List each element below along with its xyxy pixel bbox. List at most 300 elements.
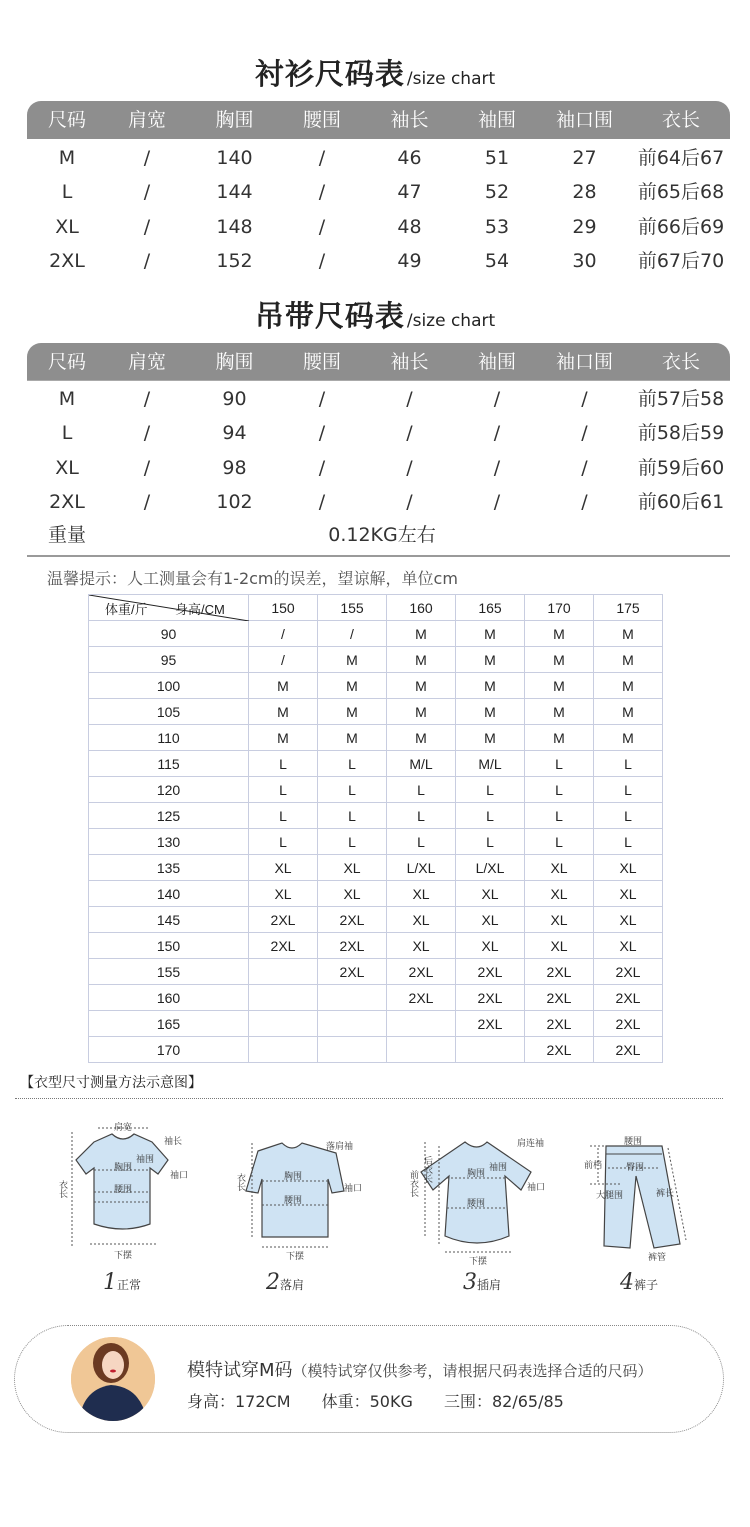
size-value: / [318, 181, 326, 204]
size-cell: L [387, 777, 456, 803]
label-leg-opening: 裤管 [648, 1253, 667, 1263]
weight-cell: 140 [89, 881, 249, 907]
size-cell: 2XL [318, 933, 387, 959]
label-length: 衣长 [235, 1173, 245, 1191]
size-value: / [406, 456, 413, 479]
size-label: M [58, 388, 76, 410]
label-back-length: 后衣长 [422, 1156, 432, 1183]
size-cell: L [456, 829, 525, 855]
size-value: 28 [572, 181, 597, 204]
model-measurements: 三围：82/65/85 [443, 1392, 564, 1411]
size-cell: M [594, 725, 663, 751]
size-value: 98 [222, 456, 247, 479]
grid-row [89, 907, 663, 933]
size-cell: L [594, 829, 663, 855]
col-header: 尺码 [47, 109, 86, 131]
size-value: 144 [216, 181, 253, 204]
size-value: / [493, 422, 501, 445]
shirt-chart-title: 衬衫尺码表 [254, 57, 405, 91]
label-front-length: 前衣长 [408, 1170, 418, 1197]
size-value: 前58后59 [637, 422, 725, 445]
size-cell: L [249, 777, 318, 803]
size-cell: 2XL [594, 1011, 663, 1037]
grid-row [89, 621, 663, 647]
size-cell: XL [318, 881, 387, 907]
height-header: 160 [387, 595, 456, 621]
label-cuff: 袖口 [527, 1183, 546, 1193]
weight-cell: 115 [89, 751, 249, 777]
figure-number: 3 [463, 1270, 477, 1295]
model-photo-icon [71, 1337, 155, 1421]
label-chest: 胸围 [467, 1169, 486, 1179]
size-cell: XL [318, 855, 387, 881]
size-label: 2XL [49, 490, 85, 513]
grid-row [89, 803, 663, 829]
size-cell [387, 1011, 456, 1037]
size-cell: L [594, 803, 663, 829]
weight-cell: 125 [89, 803, 249, 829]
label-waist: 腰围 [624, 1137, 643, 1147]
label-hem: 下摆 [114, 1251, 133, 1261]
grid-row [89, 829, 663, 855]
size-value: / [143, 456, 151, 479]
size-cell [249, 1037, 318, 1063]
grid-row [89, 855, 663, 881]
size-cell: M [318, 673, 387, 699]
grid-row [89, 751, 663, 777]
size-cell: XL [525, 907, 594, 933]
grid-row [89, 959, 663, 985]
size-cell: / [318, 621, 387, 647]
col-header: 袖长 [390, 109, 429, 131]
height-header: 170 [525, 595, 594, 621]
size-cell: M [456, 673, 525, 699]
size-cell [318, 1011, 387, 1037]
model-headline-row [187, 1356, 653, 1382]
size-value: 152 [216, 249, 253, 272]
col-header: 腰围 [302, 351, 341, 373]
camisole-chart-title-block [0, 294, 750, 335]
grid-header-row [89, 595, 663, 621]
size-cell: XL [387, 933, 456, 959]
size-cell: 2XL [249, 933, 318, 959]
size-value: / [143, 215, 151, 238]
size-cell: XL [525, 855, 594, 881]
size-cell [387, 1037, 456, 1063]
weight-value: 0.12KG左右 [328, 524, 436, 546]
size-cell: M [387, 673, 456, 699]
size-cell: XL [456, 907, 525, 933]
weight-label: 重量 [47, 524, 86, 546]
size-cell [318, 1037, 387, 1063]
label-rise: 前档 [584, 1161, 603, 1171]
size-value: 48 [397, 215, 422, 238]
size-label: M [58, 147, 76, 169]
model-size-headline: 模特试穿M码 [187, 1360, 293, 1381]
figure-caption-normal [103, 1270, 141, 1295]
size-cell: M [594, 647, 663, 673]
size-cell: 2XL [525, 1011, 594, 1037]
size-value: / [318, 456, 326, 479]
size-cell: L [318, 751, 387, 777]
size-value: / [143, 422, 151, 445]
grid-row [89, 777, 663, 803]
size-cell: 2XL [249, 907, 318, 933]
size-cell: M [456, 725, 525, 751]
size-value: 27 [572, 147, 597, 169]
size-value: 140 [216, 147, 253, 169]
weight-cell: 155 [89, 959, 249, 985]
figure-caption-drop [266, 1270, 304, 1295]
size-cell: L [525, 829, 594, 855]
weight-cell: 135 [89, 855, 249, 881]
size-value: 前66后69 [637, 215, 725, 238]
measurement-tip: 温馨提示：人工测量会有1-2cm的误差，望谅解，单位cm [47, 569, 458, 588]
label-chest: 胸围 [284, 1172, 303, 1182]
grid-row [89, 647, 663, 673]
grid-row [89, 1011, 663, 1037]
size-recommendation-table [88, 594, 663, 1063]
size-value: / [318, 422, 326, 445]
figure-number: 1 [103, 1270, 117, 1295]
col-header: 腰围 [302, 109, 341, 131]
size-cell: L/XL [387, 855, 456, 881]
size-cell: XL [525, 881, 594, 907]
size-cell: M [387, 621, 456, 647]
figure-number: 2 [266, 1270, 280, 1295]
size-cell: / [249, 621, 318, 647]
size-label: XL [55, 215, 79, 238]
figure-pants [582, 1132, 702, 1267]
size-value: / [581, 422, 588, 445]
weight-cell: 165 [89, 1011, 249, 1037]
size-cell: 2XL [456, 959, 525, 985]
size-value: 90 [222, 388, 247, 410]
size-row [27, 244, 730, 278]
figure-number: 4 [620, 1270, 634, 1295]
size-value: / [493, 388, 501, 410]
size-cell: M [387, 647, 456, 673]
size-value: 49 [397, 249, 422, 272]
size-cell: L/XL [456, 855, 525, 881]
corner-weight-label: 体重/斤 [105, 602, 148, 617]
size-value: / [581, 388, 588, 410]
size-value: / [406, 490, 413, 513]
size-cell: L [387, 803, 456, 829]
label-thigh: 大腿围 [596, 1191, 624, 1201]
weight-cell: 160 [89, 985, 249, 1011]
size-value: / [318, 215, 326, 238]
height-header: 175 [594, 595, 663, 621]
size-cell: XL [387, 907, 456, 933]
size-cell: 2XL [318, 907, 387, 933]
height-header: 150 [249, 595, 318, 621]
size-cell: M [318, 725, 387, 751]
size-cell: M [525, 621, 594, 647]
model-height: 身高：172CM [187, 1392, 291, 1411]
size-cell: XL [456, 881, 525, 907]
size-cell: XL [249, 855, 318, 881]
size-cell: L [456, 803, 525, 829]
header-bottom-line [27, 380, 730, 381]
size-cell: L [525, 803, 594, 829]
height-header: 155 [318, 595, 387, 621]
size-cell: M [525, 699, 594, 725]
size-cell: / [249, 647, 318, 673]
size-value: 94 [222, 422, 247, 445]
size-cell: 2XL [387, 959, 456, 985]
size-value: 47 [397, 181, 422, 204]
size-cell: M [525, 673, 594, 699]
size-value: 前60后61 [637, 490, 725, 513]
size-label: 2XL [49, 249, 85, 272]
size-value: / [318, 147, 326, 169]
grid-row [89, 985, 663, 1011]
label-hem: 下摆 [286, 1252, 305, 1262]
size-value: / [406, 422, 413, 445]
size-cell: L [318, 803, 387, 829]
size-value: 前59后60 [637, 456, 725, 479]
weight-cell: 95 [89, 647, 249, 673]
size-cell [249, 985, 318, 1011]
size-value: / [143, 249, 151, 272]
size-value: 前57后58 [637, 388, 725, 410]
size-cell: XL [456, 933, 525, 959]
size-row [27, 382, 730, 416]
camisole-chart-title: 吊带尺码表 [254, 299, 405, 333]
label-shoulder: 肩宽 [114, 1123, 133, 1133]
figure-normal-shirt [50, 1120, 210, 1270]
size-cell: L [249, 829, 318, 855]
weight-cell: 130 [89, 829, 249, 855]
size-value: 54 [484, 249, 510, 272]
size-cell [249, 1011, 318, 1037]
weight-cell: 170 [89, 1037, 249, 1063]
size-value: 29 [572, 215, 597, 238]
size-cell: L [456, 777, 525, 803]
size-value: / [318, 388, 326, 410]
size-cell: M [387, 725, 456, 751]
size-value: / [143, 490, 151, 513]
label-waist: 腰围 [467, 1199, 486, 1209]
size-value: 102 [216, 490, 253, 513]
size-cell: M [387, 699, 456, 725]
dotted-divider [15, 1098, 723, 1099]
size-cell: M [249, 699, 318, 725]
size-cell: 2XL [456, 1011, 525, 1037]
size-row [27, 416, 730, 450]
figure-drop-shoulder [228, 1135, 368, 1265]
col-header: 胸围 [215, 109, 254, 131]
size-cell: M/L [387, 751, 456, 777]
measure-section-title: 【衣型尺寸测量方法示意图】 [20, 1075, 202, 1091]
size-cell: M [456, 647, 525, 673]
weight-cell: 110 [89, 725, 249, 751]
size-label: XL [55, 456, 79, 479]
size-label: L [61, 181, 73, 204]
size-cell: L [525, 777, 594, 803]
figure-raglan [405, 1132, 555, 1267]
size-value: 46 [397, 147, 422, 169]
height-header: 165 [456, 595, 525, 621]
size-cell: M [249, 673, 318, 699]
size-cell: L [594, 751, 663, 777]
grid-row [89, 725, 663, 751]
size-value: 前67后70 [637, 249, 725, 272]
size-value: 148 [216, 215, 253, 238]
size-label: L [61, 422, 73, 445]
col-header: 袖围 [477, 109, 516, 131]
size-value: / [581, 456, 588, 479]
col-header: 肩宽 [127, 109, 166, 131]
camisole-chart-subtitle: /size chart [406, 311, 496, 331]
figure-name: 正常 [117, 1278, 142, 1292]
figure-name: 插肩 [477, 1278, 502, 1292]
size-cell: L [249, 803, 318, 829]
size-row [27, 451, 730, 485]
figure-name: 裤子 [634, 1278, 659, 1292]
section-divider [27, 555, 730, 557]
grid-row [89, 933, 663, 959]
size-cell: 2XL [525, 959, 594, 985]
col-header: 袖口围 [555, 109, 613, 131]
size-cell: XL [594, 933, 663, 959]
size-cell: M [594, 699, 663, 725]
size-value: 前64后67 [637, 147, 725, 169]
size-row [27, 175, 730, 209]
size-value: 53 [484, 215, 510, 238]
label-pant-length: 裤长 [656, 1189, 675, 1199]
size-cell [318, 985, 387, 1011]
model-avatar [71, 1337, 155, 1421]
label-length: 衣长 [57, 1180, 67, 1198]
label-hem: 下摆 [469, 1257, 488, 1267]
size-value: 30 [572, 249, 597, 272]
label-sleeve-circ: 袖围 [136, 1155, 155, 1165]
weight-cell: 145 [89, 907, 249, 933]
size-cell: XL [594, 907, 663, 933]
size-cell: M/L [456, 751, 525, 777]
size-cell: 2XL [387, 985, 456, 1011]
size-value: / [143, 388, 151, 410]
col-header: 袖长 [390, 351, 429, 373]
model-size-note: （模特试穿仅供参考，请根据尺码表选择合适的尺码） [292, 1362, 653, 1380]
label-sleeve-length: 袖长 [164, 1137, 183, 1147]
size-value: / [493, 456, 501, 479]
size-cell: M [594, 673, 663, 699]
model-weight: 体重：50KG [321, 1392, 413, 1411]
label-raglan-sleeve: 肩连袖 [517, 1139, 545, 1149]
size-cell: 2XL [456, 985, 525, 1011]
size-row [27, 210, 730, 244]
weight-cell: 90 [89, 621, 249, 647]
size-value: / [143, 147, 151, 169]
size-cell: M [525, 725, 594, 751]
size-cell: M [525, 647, 594, 673]
size-row [27, 485, 730, 519]
figure-caption-raglan [463, 1270, 501, 1295]
camisole-chart-header [27, 343, 730, 381]
size-value: / [581, 490, 588, 513]
size-cell: XL [594, 881, 663, 907]
size-cell: M [456, 621, 525, 647]
size-cell: XL [525, 933, 594, 959]
size-cell: L [249, 751, 318, 777]
size-cell: L [525, 751, 594, 777]
col-header: 肩宽 [127, 351, 166, 373]
shirt-chart-subtitle: /size chart [406, 69, 496, 89]
size-row [27, 141, 730, 175]
size-cell: 2XL [594, 959, 663, 985]
size-value: / [318, 490, 326, 513]
size-cell: L [318, 829, 387, 855]
grid-row [89, 673, 663, 699]
size-cell: M [318, 699, 387, 725]
grid-row [89, 1037, 663, 1063]
col-header: 尺码 [47, 351, 86, 373]
label-chest: 胸围 [114, 1163, 133, 1173]
size-cell: M [318, 647, 387, 673]
size-cell [249, 959, 318, 985]
weight-row [27, 518, 730, 552]
size-cell: 2XL [594, 1037, 663, 1063]
label-cuff: 袖口 [170, 1171, 189, 1181]
col-header: 袖口围 [555, 351, 613, 373]
size-cell: L [318, 777, 387, 803]
size-cell: 2XL [318, 959, 387, 985]
col-header: 胸围 [215, 351, 254, 373]
weight-cell: 105 [89, 699, 249, 725]
size-value: 前65后68 [637, 181, 725, 204]
model-stats-row [187, 1389, 564, 1412]
label-sleeve-circ: 袖围 [489, 1163, 508, 1173]
size-cell: M [456, 699, 525, 725]
shirt-chart-title-block [0, 52, 750, 93]
size-value: 52 [484, 181, 510, 204]
size-cell: L [594, 777, 663, 803]
weight-cell: 150 [89, 933, 249, 959]
grid-corner-cell [89, 595, 249, 621]
size-cell [456, 1037, 525, 1063]
size-value: / [143, 181, 151, 204]
grid-row [89, 699, 663, 725]
size-cell: L [387, 829, 456, 855]
size-cell: XL [387, 881, 456, 907]
size-cell: M [594, 621, 663, 647]
size-value: / [318, 249, 326, 272]
size-cell: XL [594, 855, 663, 881]
size-cell: 2XL [594, 985, 663, 1011]
corner-height-label: 身高/CM [175, 602, 225, 617]
label-waist: 腰围 [114, 1185, 133, 1195]
size-value: 51 [484, 147, 510, 169]
size-value: / [406, 388, 413, 410]
col-header: 衣长 [661, 351, 700, 373]
weight-cell: 100 [89, 673, 249, 699]
size-cell: 2XL [525, 985, 594, 1011]
weight-cell: 120 [89, 777, 249, 803]
label-waist: 腰围 [284, 1196, 303, 1206]
size-cell: XL [249, 881, 318, 907]
label-cuff: 袖口 [344, 1184, 363, 1194]
shirt-chart-header [27, 101, 730, 139]
col-header: 衣长 [661, 109, 700, 131]
col-header: 袖围 [477, 351, 516, 373]
grid-row [89, 881, 663, 907]
label-hip: 臀围 [626, 1163, 645, 1173]
size-value: / [493, 490, 501, 513]
size-cell: M [249, 725, 318, 751]
